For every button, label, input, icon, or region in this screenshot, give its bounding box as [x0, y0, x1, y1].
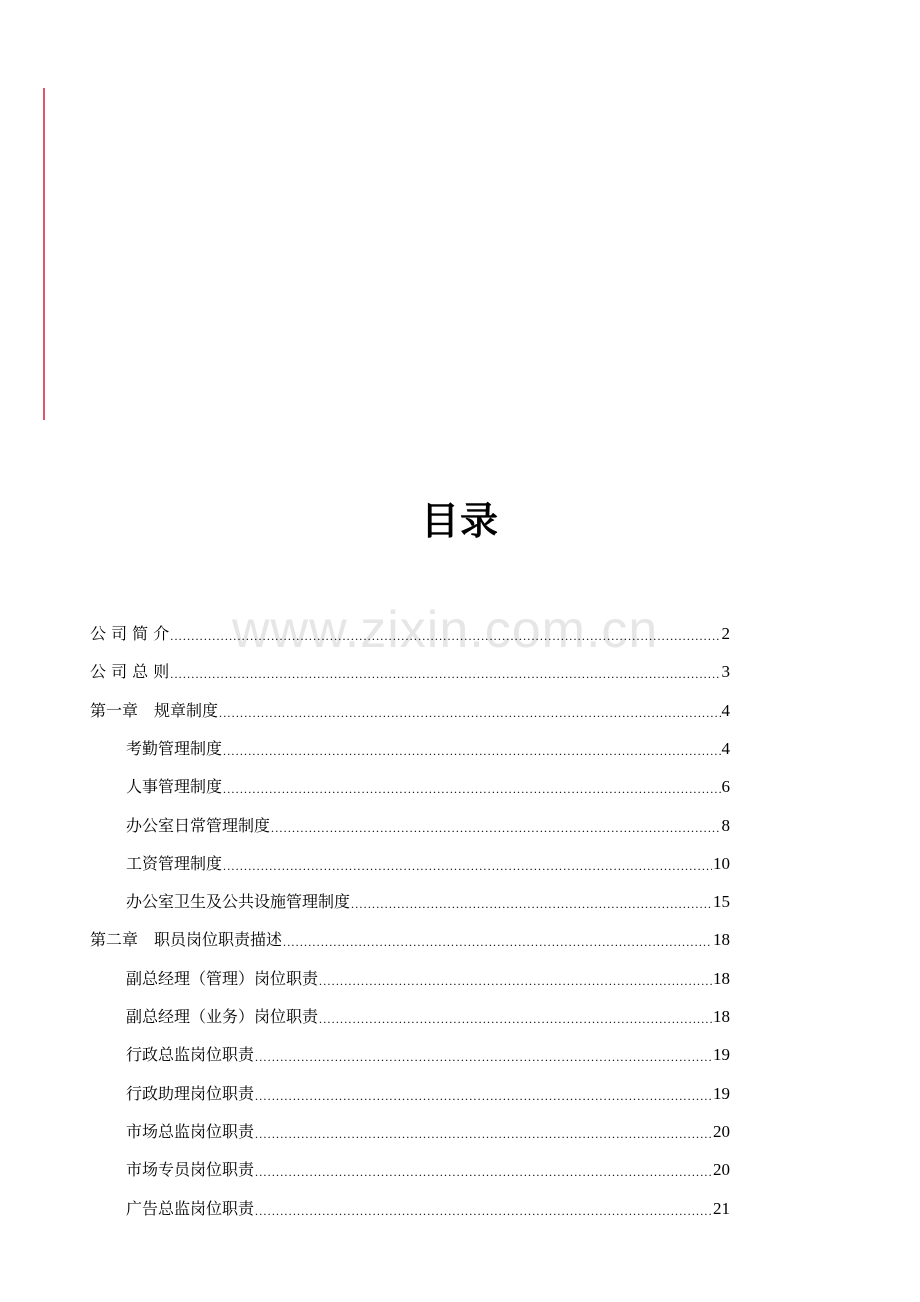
toc-entry-label: 办公室日常管理制度	[126, 815, 271, 835]
toc-entry-label: 市场专员岗位职责	[126, 1160, 255, 1180]
toc-page-number: 6	[721, 777, 730, 797]
toc-entry-label: 市场总监岗位职责	[126, 1121, 255, 1141]
toc-dot-leader	[223, 857, 712, 875]
toc-dot-leader	[255, 1087, 712, 1105]
toc-page-number: 21	[713, 1198, 730, 1218]
toc-entry-label: 工资管理制度	[126, 853, 223, 873]
toc-entry[interactable]	[90, 684, 730, 722]
page-title: 目录	[420, 499, 499, 544]
toc-entry-label: 人事管理制度	[126, 777, 223, 797]
toc-entry[interactable]	[126, 990, 730, 1028]
toc-entry[interactable]	[126, 722, 730, 760]
toc-entry-label: 副总经理（业务）岗位职责	[126, 1007, 319, 1026]
toc-dot-leader	[223, 742, 720, 760]
toc-entry-label: 公 司 总 则	[90, 662, 170, 682]
toc-dot-leader	[319, 972, 712, 990]
toc-entry-label: 第一章 规章制度	[90, 700, 219, 720]
toc-page-number: 18	[713, 930, 730, 950]
toc-entry[interactable]	[126, 1143, 730, 1181]
toc-entry-label: 广告总监岗位职责	[126, 1198, 255, 1218]
toc-entry-label: 办公室卫生及公共设施管理制度	[126, 892, 351, 912]
margin-rule	[43, 88, 45, 420]
toc-dot-leader	[255, 1163, 712, 1181]
toc-entry-label: 行政总监岗位职责	[126, 1045, 255, 1065]
watermark: www.zixin.com.cn	[232, 601, 659, 659]
toc-dot-leader	[170, 627, 720, 645]
toc-dot-leader	[170, 665, 720, 683]
toc-page-number: 4	[721, 738, 730, 758]
toc-entry[interactable]	[126, 1028, 730, 1066]
toc-entry[interactable]	[126, 799, 730, 837]
toc-entry[interactable]	[126, 875, 730, 913]
toc-page-number: 19	[713, 1045, 730, 1065]
toc-entry-label: 副总经理（管理）岗位职责	[126, 968, 319, 988]
toc-page-number: 18	[713, 968, 730, 988]
toc-page-number: 19	[713, 1083, 730, 1103]
toc-entry[interactable]	[126, 837, 730, 875]
toc-entry-label: 公 司 简 介	[90, 624, 170, 643]
toc-dot-leader	[351, 895, 712, 913]
toc-page-number: 8	[721, 815, 730, 835]
toc-entry[interactable]	[126, 1105, 730, 1143]
toc-page-number: 2	[721, 624, 730, 643]
toc-page-number: 15	[713, 892, 730, 912]
toc-entry[interactable]	[90, 645, 730, 683]
toc-dot-leader	[319, 1010, 712, 1028]
toc-entry-label: 行政助理岗位职责	[126, 1083, 255, 1103]
toc-entry-label: 考勤管理制度	[126, 738, 223, 758]
toc-entry[interactable]	[90, 607, 730, 645]
toc-dot-leader	[255, 1125, 712, 1143]
toc-entry[interactable]	[126, 952, 730, 990]
toc-page-number: 20	[713, 1160, 730, 1180]
toc-page-number: 3	[721, 662, 730, 682]
toc-entry-label: 第二章 职员岗位职责描述	[90, 930, 283, 950]
toc-dot-leader	[255, 1048, 712, 1066]
toc-dot-leader	[219, 704, 720, 722]
toc-dot-leader	[271, 819, 720, 837]
toc-dot-leader	[255, 1202, 712, 1220]
toc-entry[interactable]	[126, 760, 730, 798]
toc-page-number: 18	[713, 1007, 730, 1026]
toc-entry[interactable]	[126, 1067, 730, 1105]
toc-entry[interactable]	[126, 1182, 730, 1220]
toc-dot-leader	[283, 933, 712, 951]
toc-page-number: 20	[713, 1121, 730, 1141]
toc-dot-leader	[223, 780, 720, 798]
toc-page-number: 10	[713, 853, 730, 873]
toc-page-number: 4	[721, 700, 730, 720]
toc-entry[interactable]	[90, 913, 730, 951]
